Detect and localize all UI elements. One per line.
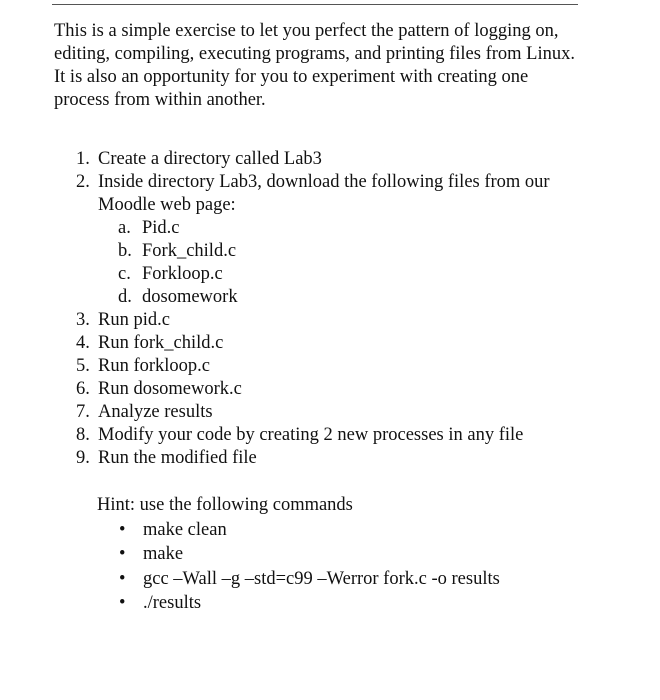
step-text: Modify your code by creating 2 new processes in any file — [98, 425, 524, 445]
step-text: Run fork_child.c — [98, 333, 224, 353]
step-text: Create a directory called Lab3 — [98, 149, 322, 169]
step-number: 7. — [76, 402, 90, 422]
file-letter: b. — [118, 241, 132, 261]
step-number: 5. — [76, 356, 90, 376]
hint-section — [97, 493, 567, 616]
step-number: 8. — [76, 425, 90, 445]
file-letter: d. — [118, 287, 132, 307]
step-text: Run forkloop.c — [98, 356, 211, 376]
step-item — [76, 424, 576, 447]
bullet-icon: • — [119, 593, 126, 613]
bullet-icon: • — [119, 519, 126, 540]
step-number: 3. — [76, 310, 90, 330]
step-text: Run pid.c — [98, 310, 170, 330]
step-item — [76, 309, 576, 332]
file-name: Fork_child.c — [142, 241, 237, 261]
file-name: Pid.c — [142, 218, 180, 238]
file-item — [118, 263, 576, 286]
file-letter: a. — [118, 218, 131, 238]
command-text: ./results — [143, 593, 202, 613]
step-item — [76, 401, 576, 424]
steps-list — [76, 148, 576, 470]
command-text: make clean — [143, 519, 227, 540]
step-item — [76, 355, 576, 378]
step-item — [76, 378, 576, 401]
step-item — [76, 332, 576, 355]
step-number: 9. — [76, 448, 90, 468]
files-sublist — [98, 217, 576, 309]
command-text: gcc –Wall –g –std=c99 –Werror fork.c -o results — [143, 568, 500, 589]
bullet-icon: • — [119, 568, 126, 589]
step-number: 4. — [76, 333, 90, 353]
step-item — [76, 171, 576, 309]
file-name: dosomework — [142, 287, 238, 307]
hint-title: Hint: use the following commands — [97, 495, 353, 515]
file-item — [118, 217, 576, 240]
bullet-icon: • — [119, 544, 126, 564]
file-name: Forkloop.c — [142, 264, 223, 284]
command-item — [119, 567, 567, 592]
command-item — [119, 591, 567, 616]
step-text: Inside directory Lab3, download the following files from our Moodle web page: — [98, 172, 550, 215]
step-item — [76, 447, 576, 470]
step-text: Run dosomework.c — [98, 379, 242, 399]
command-item — [119, 518, 567, 543]
file-item — [118, 286, 576, 309]
intro-paragraph: This is a simple exercise to let you perfect the pattern of logging on, editing, compiling, executing programs, and printing files from Linux. It is also an opportunity for you to experiment with creating one process from within another. — [54, 21, 575, 110]
top-rule — [52, 4, 578, 5]
command-text: make — [143, 544, 184, 564]
step-text: Analyze results — [98, 402, 213, 422]
step-number: 1. — [76, 149, 90, 169]
step-number: 2. — [76, 172, 90, 192]
file-item — [118, 240, 576, 263]
step-item — [76, 148, 576, 171]
step-text: Run the modified file — [98, 448, 257, 468]
step-number: 6. — [76, 379, 90, 399]
command-item — [119, 542, 567, 567]
file-letter: c. — [118, 264, 131, 284]
hint-commands-list — [97, 518, 567, 616]
